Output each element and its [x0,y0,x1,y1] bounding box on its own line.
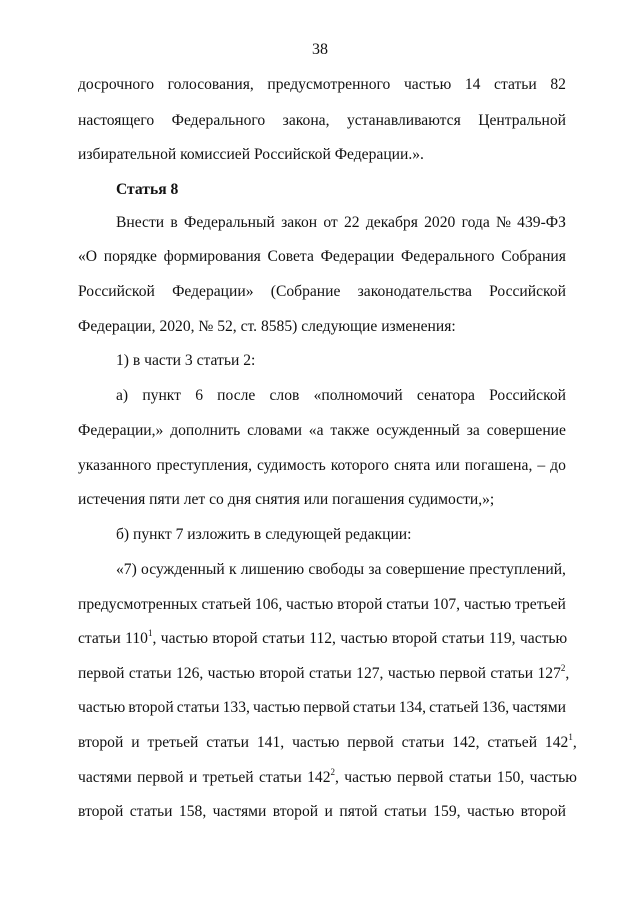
article-heading: Статья 8 [116,181,179,198]
superscript: 1 [147,627,153,638]
text-line: истечения пяти лет со дня снятия или погашения судимости,»; [78,491,495,508]
text-line: а) пункт 6 после слов «полномочий сенатора Российской [116,387,566,404]
text-line: указанного преступления, судимость которого снята или погашена, – до [78,457,566,474]
text-line: настоящего Федерального закона, устанавливаются Центральной [78,112,566,129]
text-line: Федерации,» дополнить словами «а также осужденный за совершение [78,422,566,439]
text-line: частью второй статьи 133, частью первой статьи 134, статьей 136, частями [78,699,566,716]
text-line: второй статьи 158, частями второй и пятой статьи 159, частью второй [78,803,566,820]
text-line: первой статьи 126, частью второй статьи 127, частью первой статьи $127^2$, [78,662,570,682]
text-line: Российской Федерации» (Собрание законодательства Российской [78,283,566,300]
text-line: предусмотренных статьей 106, частью второй статьи 107, частью третьей [78,596,566,613]
text-line: досрочного голосования, предусмотренного частью 14 статьи 82 [78,76,566,93]
superscript: 2 [560,662,566,673]
text-line: второй и третьей статьи 141, частью первой статьи 142, статьей $142^1$, [78,731,577,751]
text-line: частями первой и третьей статьи $142^2$, частью первой статьи 150, частью [78,766,577,786]
superscript: 2 [330,766,335,777]
text-line: статьи $110^1$, частью второй статьи 112, частью второй статьи 119, частью [78,627,568,647]
page-number: 38 [312,41,328,58]
text-line: Внести в Федеральный закон от 22 декабря 2020 года № 439-ФЗ [116,214,566,231]
text-line: б) пункт 7 изложить в следующей редакции: [116,526,412,543]
text-line: «О порядке формирования Совета Федерации Федерального Собрания [78,248,566,265]
superscript: 1 [568,731,573,742]
text-line: «7) осужденный к лишению свободы за совершение преступлений, [116,561,566,578]
text-line: 1) в части 3 статьи 2: [116,352,256,369]
text-line: Федерации, 2020, № 52, ст. 8585) следующие изменения: [78,318,456,335]
text-line: избирательной комиссией Российской Федерации.». [78,146,424,163]
